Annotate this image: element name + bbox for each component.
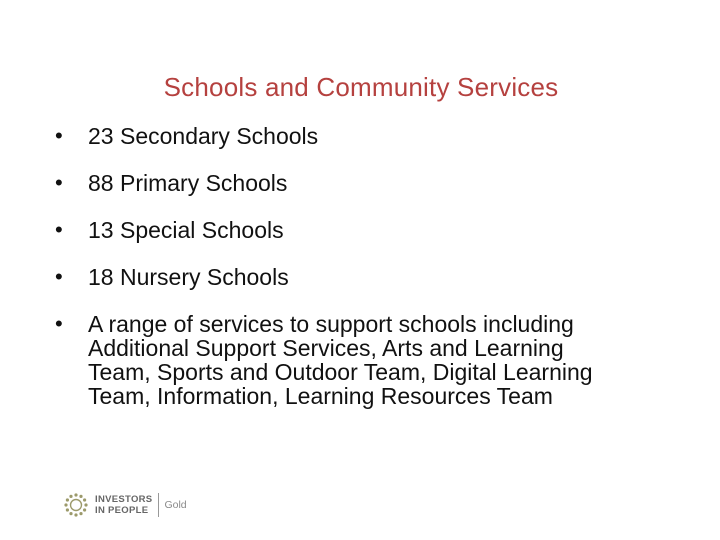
logo-level: Gold xyxy=(164,499,187,511)
bullet-text: 23 Secondary Schools xyxy=(88,123,319,149)
bullet-icon: • xyxy=(55,311,63,336)
logo-line-2: IN PEOPLE xyxy=(95,505,149,516)
bullet-text: 88 Primary Schools xyxy=(88,170,288,196)
bullet-text: 18 Nursery Schools xyxy=(88,264,289,290)
bullet-list xyxy=(55,124,655,408)
bullet-icon: • xyxy=(55,170,63,195)
bullet-item-special-schools xyxy=(55,218,655,242)
bullet-text: A range of services to support schools including Additional Support Services, Arts and Learning Team, Sports and Outdoor Team, Digital Learning Team, Information, Learning Resources Team xyxy=(88,311,593,409)
laurel-wreath-icon xyxy=(63,492,89,518)
bullet-icon: • xyxy=(55,264,63,289)
slide-title: Schools and Community Services xyxy=(163,72,559,102)
bullet-item-support-services xyxy=(55,312,655,408)
bullet-item-nursery-schools xyxy=(55,265,655,289)
logo-divider xyxy=(158,493,159,517)
bullet-text: 13 Special Schools xyxy=(88,217,284,243)
logo-wordmark xyxy=(95,494,152,516)
bullet-item-primary-schools xyxy=(55,171,655,195)
bullet-icon: • xyxy=(55,123,63,148)
investors-in-people-logo xyxy=(63,488,187,522)
bullet-item-secondary-schools xyxy=(55,124,655,148)
logo-line-1: INVESTORS xyxy=(95,494,153,505)
bullet-icon: • xyxy=(55,217,63,242)
